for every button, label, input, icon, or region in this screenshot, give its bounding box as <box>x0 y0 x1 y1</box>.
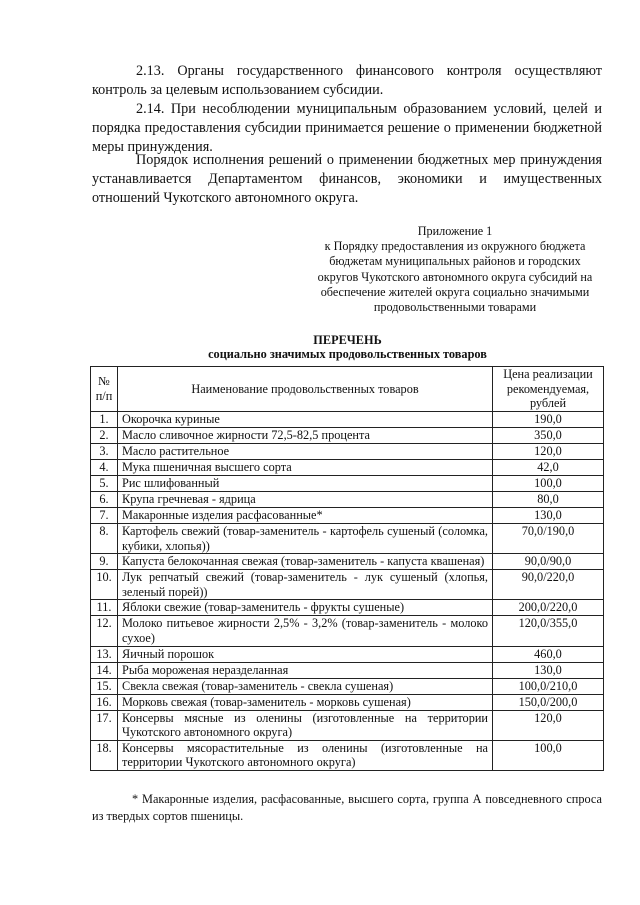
table-header-row <box>91 367 604 412</box>
row-price: 100,0/210,0 <box>493 678 604 694</box>
table-row <box>91 508 604 524</box>
row-name: Яичный порошок <box>118 646 493 662</box>
row-price: 120,0 <box>493 710 604 740</box>
appendix-header <box>296 224 614 315</box>
row-name: Консервы мясорастительные из оленины (изготовленные на территории Чукотского автономного округа) <box>118 740 493 770</box>
row-price: 130,0 <box>493 662 604 678</box>
row-name: Рис шлифованный <box>118 476 493 492</box>
row-price: 42,0 <box>493 460 604 476</box>
appendix-line: Приложение 1 <box>417 224 493 238</box>
row-name: Морковь свежая (товар-заменитель - морковь сушеная) <box>118 694 493 710</box>
row-name: Капуста белокочанная свежая (товар-заменитель - капуста квашеная) <box>118 554 493 570</box>
row-name: Рыба мороженая неразделанная <box>118 662 493 678</box>
row-number: 15. <box>91 678 118 694</box>
row-number: 16. <box>91 694 118 710</box>
row-number: 5. <box>91 476 118 492</box>
table-row <box>91 524 604 554</box>
row-number: 6. <box>91 492 118 508</box>
row-number: 2. <box>91 428 118 444</box>
row-number: 7. <box>91 508 118 524</box>
row-price: 90,0/90,0 <box>493 554 604 570</box>
row-number: 18. <box>91 740 118 770</box>
row-name: Картофель свежий (товар-заменитель - картофель сушеный (соломка, кубики, хлопья)) <box>118 524 493 554</box>
table-row <box>91 554 604 570</box>
row-name: Лук репчатый свежий (товар-заменитель - лук сушеный (хлопья, зеленый порей)) <box>118 570 493 600</box>
table-row <box>91 570 604 600</box>
footnote: * Макаронные изделия, расфасованные, высшего сорта, группа А повседневного спроса из твердых сортов пшеницы. <box>92 792 602 823</box>
row-name: Молоко питьевое жирности 2,5% - 3,2% (товар-заменитель - молоко сухое) <box>118 616 493 646</box>
row-price: 150,0/200,0 <box>493 694 604 710</box>
row-name: Мука пшеничная высшего сорта <box>118 460 493 476</box>
appendix-line: обеспечение жителей округа социально значимыми <box>320 284 590 299</box>
row-name: Свекла свежая (товар-заменитель - свекла сушеная) <box>118 678 493 694</box>
row-price: 200,0/220,0 <box>493 600 604 616</box>
appendix-line: бюджетам муниципальных районов и городских <box>329 254 581 269</box>
row-number: 13. <box>91 646 118 662</box>
row-price: 460,0 <box>493 646 604 662</box>
row-price: 70,0/190,0 <box>493 524 604 554</box>
row-price: 80,0 <box>493 492 604 508</box>
header-num: № п/п <box>91 367 118 412</box>
row-price: 120,0 <box>493 444 604 460</box>
table-row <box>91 600 604 616</box>
row-number: 4. <box>91 460 118 476</box>
table-row <box>91 710 604 740</box>
row-number: 1. <box>91 412 118 428</box>
table-row <box>91 476 604 492</box>
appendix-line: продовольственными товарами <box>373 300 537 315</box>
appendix-line: округов Чукотского автономного округа субсидий на <box>317 269 593 284</box>
goods-table <box>90 366 604 771</box>
row-name: Яблоки свежие (товар-заменитель - фрукты сушеные) <box>118 600 493 616</box>
row-number: 12. <box>91 616 118 646</box>
row-price: 190,0 <box>493 412 604 428</box>
paragraph-2-14: 2.14. При несоблюдении муниципальным образованием условий, целей и порядка предоставления субсидии принимается решение о применении бюджетной меры принуждения. <box>92 101 602 155</box>
table-row <box>91 460 604 476</box>
row-price: 120,0/355,0 <box>493 616 604 646</box>
table-row <box>91 428 604 444</box>
row-name: Масло растительное <box>118 444 493 460</box>
table-row <box>91 492 604 508</box>
row-name: Окорочка куриные <box>118 412 493 428</box>
row-price: 130,0 <box>493 508 604 524</box>
row-price: 90,0/220,0 <box>493 570 604 600</box>
table-row <box>91 740 604 770</box>
row-number: 11. <box>91 600 118 616</box>
table-row <box>91 616 604 646</box>
appendix-line: к Порядку предоставления из окружного бюджета <box>324 239 586 254</box>
row-price: 350,0 <box>493 428 604 444</box>
row-number: 3. <box>91 444 118 460</box>
list-subtitle: социально значимых продовольственных товаров <box>208 347 487 361</box>
row-name: Макаронные изделия расфасованные* <box>118 508 493 524</box>
table-row <box>91 662 604 678</box>
row-name: Консервы мясные из оленины (изготовленные на территории Чукотского автономного округа) <box>118 710 493 740</box>
row-number: 14. <box>91 662 118 678</box>
row-number: 8. <box>91 524 118 554</box>
row-number: 17. <box>91 710 118 740</box>
row-number: 9. <box>91 554 118 570</box>
table-row <box>91 444 604 460</box>
table-row <box>91 694 604 710</box>
table-row <box>91 412 604 428</box>
row-number: 10. <box>91 570 118 600</box>
list-title: ПЕРЕЧЕНЬ <box>313 333 382 347</box>
paragraph-2-13: 2.13. Органы государственного финансового контроля осуществляют контроль за целевым использованием субсидии. <box>92 63 602 98</box>
paragraph-enforcement-order: Порядок исполнения решений о применении бюджетных мер принуждения устанавливается Департаментом финансов, экономики и имущественных отношений Чукотского автономного округа. <box>92 152 602 206</box>
row-name: Крупа гречневая - ядрица <box>118 492 493 508</box>
header-name: Наименование продовольственных товаров <box>118 367 493 412</box>
header-price: Цена реализации рекомендуемая, рублей <box>493 367 604 412</box>
row-price: 100,0 <box>493 476 604 492</box>
table-row <box>91 678 604 694</box>
table-row <box>91 646 604 662</box>
row-price: 100,0 <box>493 740 604 770</box>
row-name: Масло сливочное жирности 72,5-82,5 процента <box>118 428 493 444</box>
